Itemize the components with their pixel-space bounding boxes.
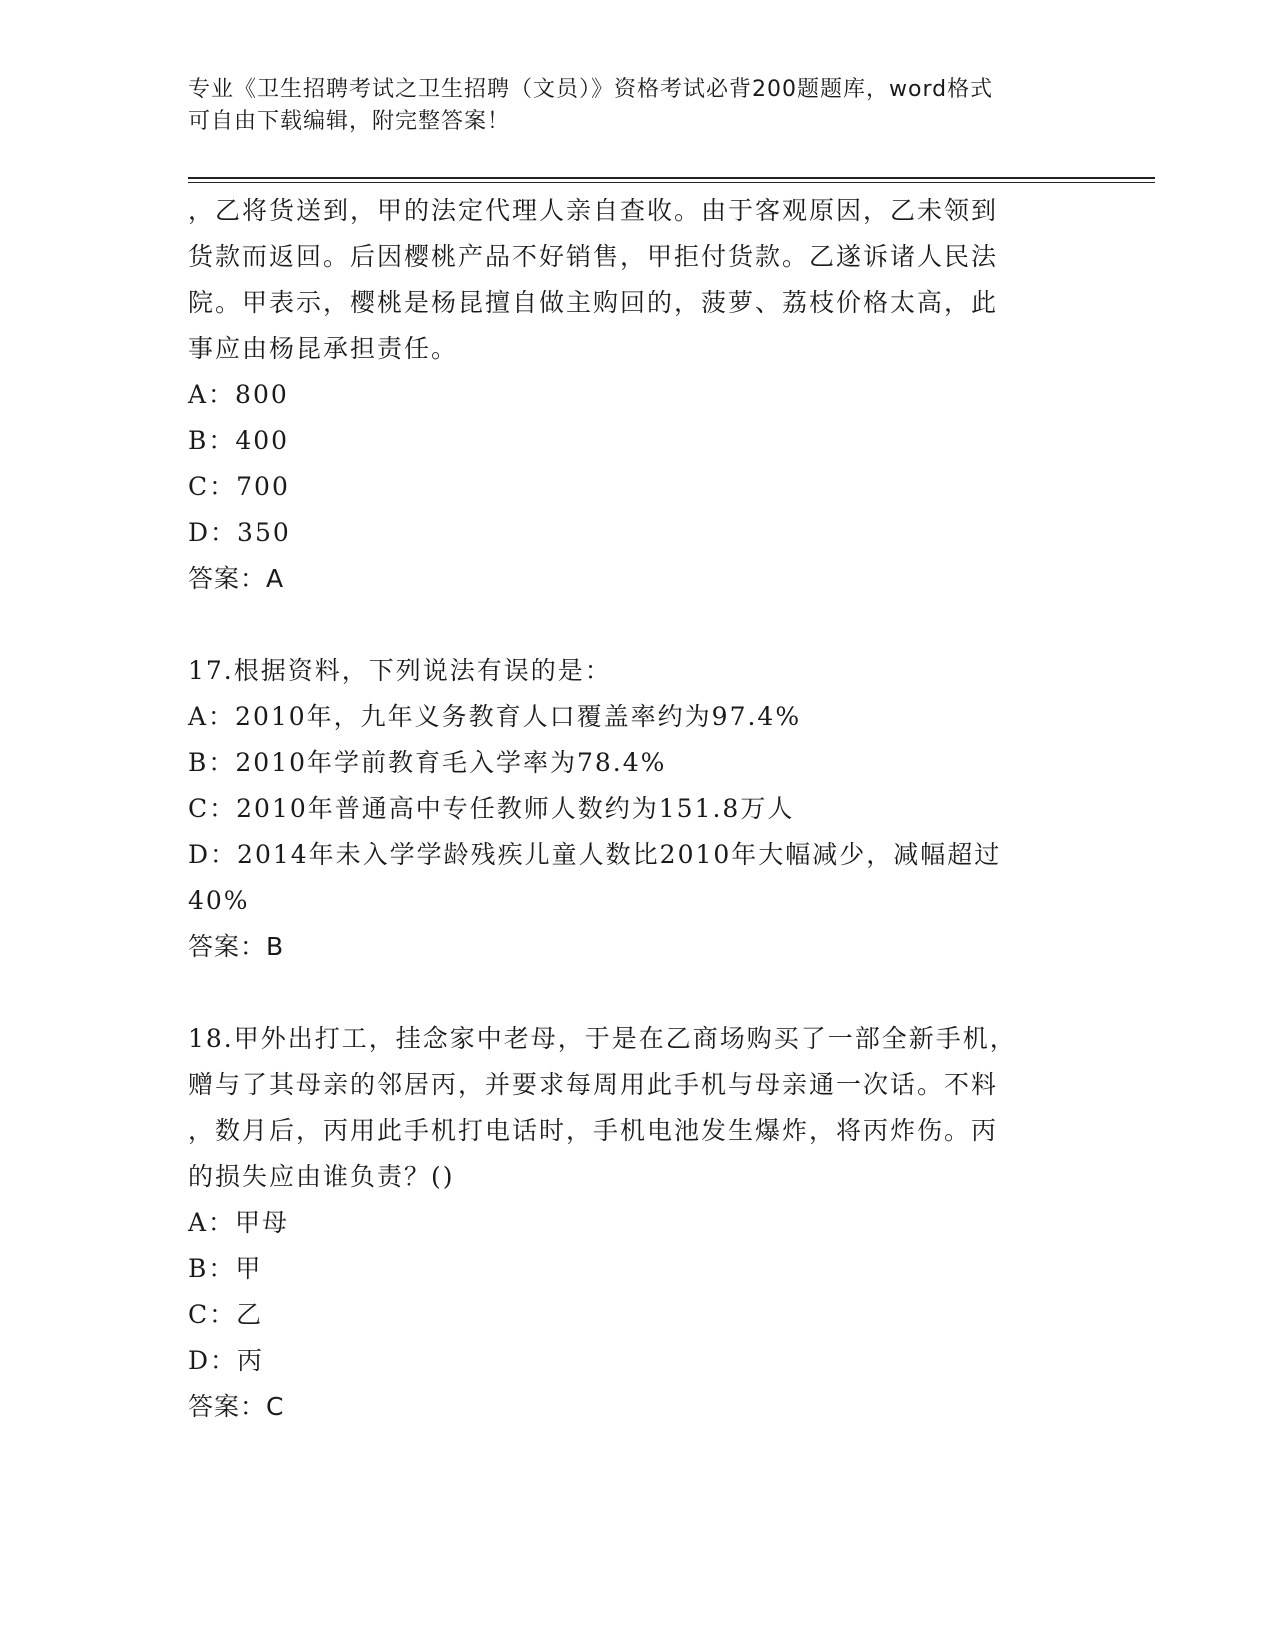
question-16 (188, 188, 1068, 602)
option-d: D：2014年未入学学龄残疾儿童人数比2010年大幅减少，减幅超过 (188, 840, 1002, 869)
question-text-line: 的损失应由谁负责？() (188, 1162, 455, 1191)
document-header (188, 74, 1068, 138)
question-text-line: 货款而返回。后因樱桃产品不好销售，甲拒付货款。乙遂诉诸人民法 (188, 242, 999, 271)
header-title-line-2: 可自由下载编辑，附完整答案！ (188, 109, 511, 134)
option-d: D：丙 (188, 1346, 265, 1375)
option-b: B：甲 (188, 1254, 263, 1283)
header-divider (188, 177, 1155, 183)
spacer (188, 970, 1068, 1016)
spacer (188, 602, 1068, 648)
option-a: A：800 (188, 380, 289, 409)
option-c: C：700 (188, 472, 290, 501)
question-text-line: 18.甲外出打工，挂念家中老母，于是在乙商场购买了一部全新手机， (188, 1024, 1017, 1053)
question-17 (188, 648, 1068, 970)
question-text-line: ，数月后，丙用此手机打电话时，手机电池发生爆炸，将丙炸伤。丙 (188, 1116, 999, 1145)
option-d-continuation: 40% (188, 886, 250, 915)
question-text-line: ，乙将货送到，甲的法定代理人亲自查收。由于客观原因，乙未领到 (188, 196, 999, 225)
option-b: B：2010年学前教育毛入学率为78.4% (188, 748, 667, 777)
option-a: A：2010年，九年义务教育人口覆盖率约为97.4% (188, 702, 802, 731)
answer-line: 答案：B (188, 932, 285, 961)
question-18 (188, 1016, 1068, 1430)
header-title-line-1: 专业《卫生招聘考试之卫生招聘（文员）》资格考试必背200题题库，word格式 (188, 77, 994, 102)
question-text-line: 院。甲表示，樱桃是杨昆擅自做主购回的，菠萝、荔枝价格太高，此 (188, 288, 999, 317)
option-a: A：甲母 (188, 1208, 290, 1237)
option-b: B：400 (188, 426, 290, 455)
option-c: C：乙 (188, 1300, 264, 1329)
question-text-line: 17.根据资料，下列说法有误的是： (188, 656, 612, 685)
option-c: C：2010年普通高中专任教师人数约为151.8万人 (188, 794, 795, 823)
answer-line: 答案：A (188, 564, 285, 593)
answer-line: 答案：C (188, 1392, 285, 1421)
document-body (188, 188, 1068, 1430)
option-d: D：350 (188, 518, 291, 547)
question-text-line: 赠与了其母亲的邻居丙，并要求每周用此手机与母亲通一次话。不料 (188, 1070, 999, 1099)
question-text-line: 事应由杨昆承担责任。 (188, 334, 459, 363)
